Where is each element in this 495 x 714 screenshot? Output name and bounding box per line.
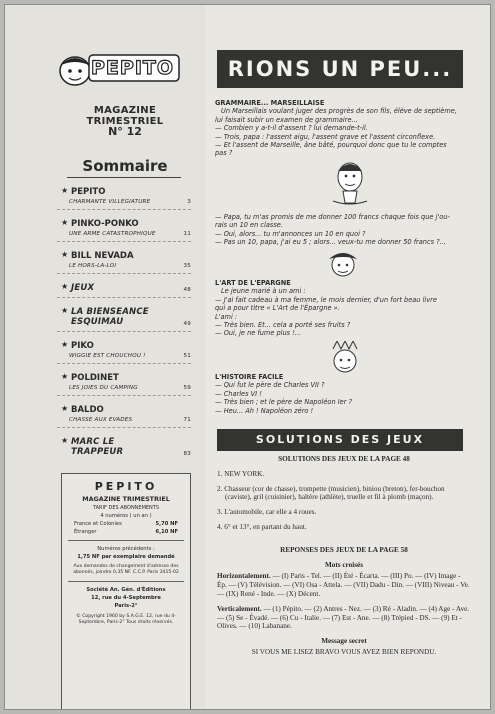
divider — [57, 395, 191, 396]
secret-heading: Message secret — [321, 637, 367, 646]
prev-numbers: Numéros précédents : — [97, 546, 155, 552]
etranger-label: Étranger — [74, 529, 97, 535]
toc-item[interactable] — [61, 219, 191, 242]
joke-line: — Très bien. Et... cela a porté ses fruits ? — [215, 321, 351, 330]
toc-subtitle: WIGGIE EST CHOUCHOU ! — [69, 353, 146, 359]
toc-title: ★ PEPITO — [61, 187, 191, 197]
issue-number: N° 12 — [108, 125, 142, 138]
joke-line: Le jeune marié à un ami : — [221, 287, 306, 296]
joke-heading: L'ART DE L'EPARGNE — [215, 279, 291, 287]
vert-label: Verticalement. — [217, 604, 262, 613]
joke-line: — Et l'assent de Marseille, âne bâté, pourquoi donc que tu le comptes — [215, 141, 447, 150]
toc-item[interactable] — [61, 437, 191, 457]
toc-page: 3 — [187, 199, 191, 205]
vert-text: — (1) Pépito. — (2) Antres - Nez. — (3) Ré - Aladin. — (4) Age - Ave. — (5) Se - Évadé. — (6) Cu - Italie. — (7) Est - Ane. — (8) Trépied - DS. — (9) Et - Olives. — (10) Labanane. — [217, 604, 470, 631]
divider — [57, 241, 191, 242]
joke-line: — Combien y a-t-il d'assent ? lui demande-t-il. — [215, 124, 368, 133]
toc-title: ★ JEUX — [61, 283, 94, 293]
joke-line: — Oui, je ne fume plus !... — [215, 329, 302, 338]
divider — [67, 177, 181, 178]
toc-item[interactable] — [61, 307, 191, 332]
joke-line: — Charles VI ! — [215, 389, 262, 398]
joke-histoire — [215, 373, 477, 415]
subscription-box — [61, 473, 191, 710]
joke-line: L'ami : — [215, 312, 238, 321]
solutions-heading: REPONSES DES JEUX DE LA PAGE 58 — [280, 545, 408, 554]
joke-line: — Trois, papa : l'assent aigu, l'assent grave et l'assent circonflexe. — [215, 132, 436, 141]
divider — [57, 331, 191, 332]
horiz-label: Horizontalement. — [217, 572, 271, 581]
toc-page: 83 — [183, 451, 191, 457]
toc-page: 51 — [183, 353, 191, 359]
divider — [57, 209, 191, 210]
toc-subtitle: CHASSE AUX EVADES — [69, 417, 133, 423]
joke-line: — Papa, tu m'as promis de me donner 100 francs chaque fois que j'ou- — [215, 213, 450, 221]
logo-text: PEPITO — [91, 57, 175, 79]
joke-line: — Très bien ; et le père de Napoléon Ier ? — [215, 398, 353, 407]
toc-title: ★ PIKO — [61, 341, 191, 351]
rions-banner: RIONS UN PEU... — [217, 50, 463, 88]
toc-title: ★ POLDINET — [61, 373, 191, 383]
box-title: MAGAZINE TRIMESTRIEL — [82, 495, 170, 503]
copyright: © Copyright 1960 by S.A.G.E. 12, rue du 4-Septembre, Paris-2° Tous droits réservés. — [76, 614, 176, 625]
divider — [57, 297, 191, 298]
answer: 3. L'automobile, car elle a 4 roues. — [217, 508, 317, 517]
joke-line: — Pas un 10, papa, j'ai eu 5 ; alors... veux-tu me donner 50 francs ?... — [215, 238, 446, 247]
answer: 4. 6° et 13°, en partant du haut. — [217, 522, 307, 531]
toc-page: 59 — [183, 385, 191, 391]
joke-line: Un Marseillais voulant juger des progrès de son fils, élève de septième, — [221, 107, 457, 116]
joke-papa — [215, 213, 477, 247]
toc-item[interactable] — [61, 405, 191, 428]
numbers-line: 4 numéros ( un an ) — [100, 513, 152, 519]
divider — [57, 363, 191, 364]
solutions-heading: SOLUTIONS DES JEUX DE LA PAGE 48 — [278, 455, 410, 463]
joke-line: pas ? — [215, 149, 233, 158]
mots-croises-heading: Mots croisés — [325, 560, 363, 569]
france-price: 5,70 NF — [155, 521, 178, 527]
toc-title: ★ LA BIENSEANCE ESQUIMAU — [61, 307, 161, 327]
toc-subtitle: LE HORS-LA-LOI — [69, 263, 117, 269]
toc-title: ★ BALDO — [61, 405, 191, 415]
sommaire-heading: Sommaire — [82, 157, 168, 175]
joke-heading: L'HISTOIRE FACILE — [215, 373, 284, 381]
change-note: Aux demandes de changement d'adresse des abonnés, joindre 0,35 NF. C.C.P. Paris 3415-02 — [73, 564, 179, 575]
toc-item[interactable] — [61, 373, 191, 396]
joke-line: — Heu... Ah ! Napoléon zéro ! — [215, 406, 314, 415]
magazine-page — [4, 4, 491, 710]
toc-page: 11 — [183, 231, 191, 237]
joke-heading: GRAMMAIRE... MARSEILLAISE — [215, 99, 325, 107]
joke-line: — J'ai fait cadeau à ma femme, le mois dernier, d'un fort beau livre — [215, 295, 437, 304]
horiz-text: — (I) Paris - Tel. — (II) Été - Écarta. — (III) Po. — (IV) Image - Ép. — (V) Télévision. — (VI) Osa - Attela. — (VII) Dadu - Din. — (VIII) Niveau - Ve. — (IX) René - Inde. — (X) Décent. — [217, 572, 470, 598]
joke-grammaire — [215, 99, 477, 158]
answer: 2. Chasseur (cor de chasse), trompette (musicien), biniou (breton), fer-bouchon (caviste), gril (cuisinier), haltère (athlète), truelle et fil à plomb (maçon). — [217, 484, 445, 502]
toc-page: 71 — [183, 417, 191, 423]
sidebar — [5, 5, 205, 710]
toc-page: 48 — [183, 287, 191, 293]
divider — [68, 581, 184, 582]
secret-text: SI VOUS ME LISEZ BRAVO VOUS AVEZ BIEN REPONDU. — [251, 647, 437, 656]
table-of-contents — [61, 187, 191, 466]
prev-price: 1,75 NF par exemplaire demandé — [77, 554, 175, 560]
solutions-banner: SOLUTIONS DES JEUX — [217, 429, 463, 451]
joke-line: rais un 10 en classe. — [215, 221, 283, 230]
toc-title: ★ MARC LE TRAPPEUR — [61, 437, 151, 457]
toc-title: ★ PINKO-PONKO — [61, 219, 191, 229]
joke-line: — Qui fut le père de Charles VII ? — [215, 381, 325, 390]
joke-line: lui faisait subir un examen de grammaire... — [215, 115, 358, 124]
divider — [57, 273, 191, 274]
toc-subtitle: LES JOIES DU CAMPING — [69, 385, 138, 391]
toc-item[interactable] — [61, 251, 191, 274]
toc-item[interactable] — [61, 341, 191, 364]
divider — [68, 540, 184, 541]
boy-cartoon-icon — [325, 157, 375, 209]
publisher: Société An. Gén. d'Éditions — [86, 587, 166, 593]
toc-title: ★ BILL NEVADA — [61, 251, 191, 261]
pepito-logo — [55, 49, 183, 89]
toc-item[interactable] — [61, 187, 191, 210]
toc-subtitle: CHARMANTE VILLEGIATURE — [69, 199, 151, 205]
divider — [57, 427, 191, 428]
joke-line: qui a pour titre « L'Art de l'Épargne ». — [215, 304, 340, 313]
answer: 1. NEW YORK. — [217, 469, 265, 478]
box-logo: PEPITO — [94, 480, 158, 493]
joke-line: — Oui, alors... tu m'annonces un 10 en quoi ? — [215, 229, 366, 238]
toc-page: 49 — [183, 321, 191, 327]
toc-subtitle: UNE ARME CATASTROPHIQUE — [69, 231, 156, 237]
solutions-text — [217, 455, 471, 657]
magazine-title: MAGAZINE TRIMESTRIEL — [86, 105, 164, 127]
tarif-heading: TARIF DES ABONNEMENTS — [92, 505, 160, 511]
toc-item[interactable] — [61, 283, 191, 298]
etranger-price: 6,10 NF — [155, 529, 178, 535]
city: Paris-2° — [114, 603, 138, 609]
toc-page: 35 — [183, 263, 191, 269]
joke-epargne — [215, 279, 477, 338]
pepito-cartoon-icon — [323, 245, 363, 281]
address: 12, rue du 4-Septembre — [91, 595, 161, 601]
france-label: France et Colonies — [74, 521, 122, 527]
